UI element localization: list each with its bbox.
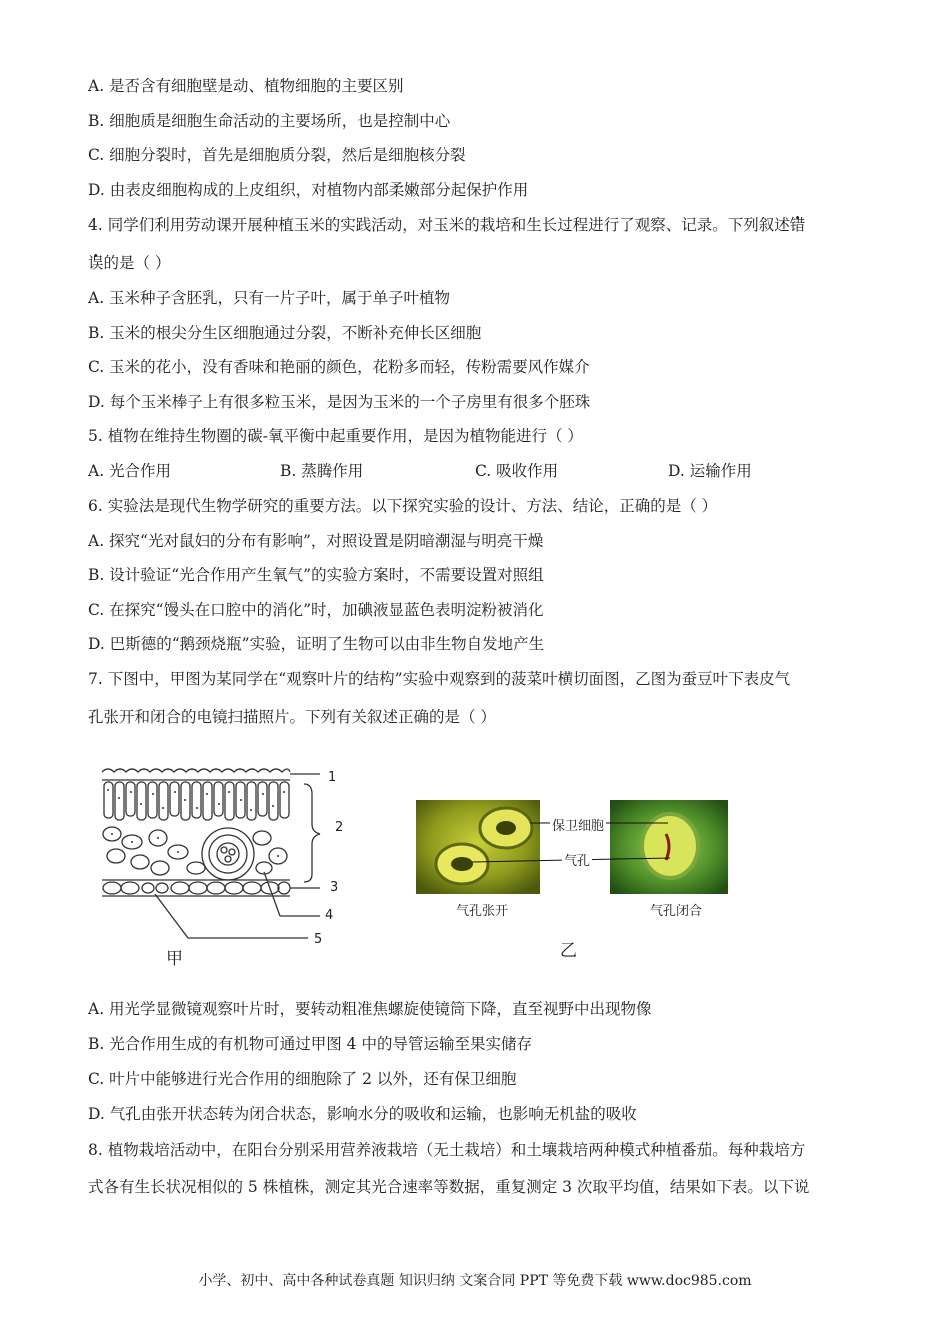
q7-option-a: A. 用光学显微镜观察叶片时，要转动粗准焦螺旋使镜筒下降，直至视野中出现物像	[88, 1000, 652, 1018]
q4-option-b: B. 玉米的根尖分生区细胞通过分裂，不断补充伸长区细胞	[88, 324, 482, 342]
q5-option-b: B. 蒸腾作用	[280, 462, 364, 480]
q6-stem: 6. 实验法是现代生物学研究的重要方法。以下探究实验的设计、方法、结论，正确的是（ ）	[88, 497, 718, 515]
q4-stem-line1	[88, 215, 805, 235]
label-1: 1	[328, 770, 337, 785]
stoma-closed-caption: 气孔闭合	[650, 904, 703, 919]
q6-option-c: C. 在探究“馒头在口腔中的消化”时，加碘液显蓝色表明淀粉被消化	[88, 601, 544, 619]
stoma-label: 气孔	[562, 850, 592, 869]
figure-jia-label: 甲	[166, 949, 183, 969]
q3-option-c: C. 细胞分裂时，首先是细胞质分裂，然后是细胞核分裂	[88, 146, 466, 164]
stomata-photos	[414, 798, 730, 896]
label-3: 3	[330, 880, 339, 895]
q4-option-a: A. 玉米种子含胚乳，只有一片子叶，属于单子叶植物	[88, 289, 451, 307]
q5-stem: 5. 植物在维持生物圈的碳-氧平衡中起重要作用，是因为植物能进行（ ）	[88, 427, 583, 445]
q6-option-a: A. 探究“光对鼠妇的分布有影响”，对照设置是阴暗潮湿与明亮干燥	[88, 532, 544, 550]
page-footer: 小学、初中、高中各种试卷真题 知识归纳 文案合同 PPT 等免费下载 www.doc985.com	[198, 1273, 752, 1289]
q7-option-d: D. 气孔由张开状态转为闭合状态，影响水分的吸收和运输，也影响无机盐的吸收	[88, 1105, 637, 1123]
q8-stem-line2: 式各有生长状况相似的 5 株植株，测定其光合速率等数据，重复测定 3 次取平均值，结果如下表。以下说	[88, 1178, 810, 1196]
label-5: 5	[314, 932, 323, 947]
q7-stem-line2: 孔张开和闭合的电镜扫描照片。下列有关叙述正确的是（ ）	[88, 708, 496, 726]
stoma-open-caption: 气孔张开	[456, 904, 509, 919]
q4-emphasis-2: 误	[88, 254, 104, 272]
q7-option-c: C. 叶片中能够进行光合作用的细胞除了 2 以外，还有保卫细胞	[88, 1070, 517, 1088]
q7-option-b: B. 光合作用生成的有机物可通过甲图 4 中的导管运输至果实储存	[88, 1035, 532, 1053]
q3-option-b: B. 细胞质是细胞生命活动的主要场所，也是控制中心	[88, 112, 451, 130]
q4-option-c: C. 玉米的花小，没有香味和艳丽的颜色，花粉多而轻，传粉需要风作媒介	[88, 358, 590, 376]
q3-option-a: A. 是否含有细胞壁是动、植物细胞的主要区别	[88, 77, 404, 95]
q4-stem-line2	[88, 253, 170, 273]
q8-stem-line1: 8. 植物栽培活动中，在阳台分别采用营养液栽培（无土栽培）和土壤栽培两种模式种植番茄。每种栽培方	[88, 1141, 806, 1159]
q7-stem-line1: 7. 下图中，甲图为某同学在“观察叶片的结构”实验中观察到的菠菜叶横切面图，乙图为蚕豆叶下表皮气	[88, 670, 791, 688]
q5-option-a: A. 光合作用	[88, 462, 172, 480]
q4-option-d: D. 每个玉米棒子上有很多粒玉米，是因为玉米的一个子房里有很多个胚珠	[88, 393, 591, 411]
q5-option-c: C. 吸收作用	[475, 462, 559, 480]
q3-option-d: D. 由表皮细胞构成的上皮组织，对植物内部柔嫩部分起保护作用	[88, 181, 529, 199]
guard-cell-label: 保卫细胞	[550, 815, 606, 834]
q4-stem-part2: 的是（ ）	[103, 254, 171, 272]
q4-stem-part1: 4. 同学们利用劳动课开展种植玉米的实践活动，对玉米的栽培和生长过程进行了观察、记录。下列叙述	[88, 216, 790, 234]
q5-option-d: D. 运输作用	[668, 462, 752, 480]
figure-yi-label: 乙	[560, 941, 577, 961]
label-2: 2	[335, 820, 344, 835]
q4-emphasis-1: 错	[789, 216, 806, 234]
q6-option-b: B. 设计验证“光合作用产生氧气”的实验方案时，不需要设置对照组	[88, 566, 544, 584]
label-4: 4	[325, 908, 334, 923]
q6-option-d: D. 巴斯德的“鹅颈烧瓶”实验，证明了生物可以由非生物自发地产生	[88, 635, 545, 653]
leaf-cross-section-diagram	[98, 764, 348, 954]
